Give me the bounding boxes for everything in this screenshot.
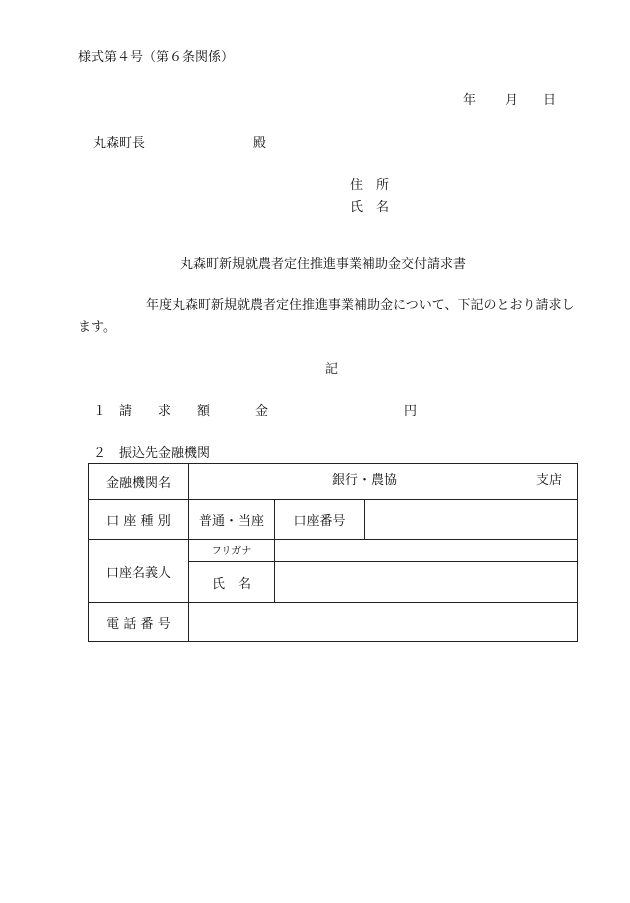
furigana-label: フリガナ — [211, 546, 252, 557]
account-number-value-cell — [365, 500, 578, 540]
item1-number: １ — [93, 404, 107, 419]
bank-table — [88, 463, 578, 642]
furigana-label-cell — [189, 540, 275, 562]
account-number-label-cell — [275, 500, 365, 540]
phone-label: 電 話 番 号 — [106, 616, 171, 632]
addressee-honorific: 殿 — [253, 136, 267, 151]
applicant-name-label: 氏 名 — [350, 200, 390, 215]
furigana-value-cell — [275, 540, 578, 562]
item1-yen: 円 — [404, 404, 418, 419]
institution-label-cell — [89, 464, 189, 500]
document-title: 丸森町新規就農者定住推進事業補助金交付請求書 — [180, 257, 467, 272]
holder-label: 口座名義人 — [105, 565, 171, 581]
row-account-type — [89, 500, 578, 540]
date-month: 月 — [505, 93, 519, 108]
item1-label: 請 求 額 — [119, 404, 211, 419]
bank-text: 銀行・農協 — [332, 473, 398, 488]
account-type-value-cell — [189, 500, 275, 540]
phone-value-cell — [189, 603, 578, 642]
body-line-1: 年度丸森町新規就農者定住推進事業補助金について、下記のとおり請求し — [146, 298, 575, 313]
account-type-label: 口 座 種 別 — [106, 514, 171, 529]
holder-name-label-cell — [189, 562, 275, 603]
item1-kin: 金 — [255, 404, 269, 419]
ki-heading: 記 — [325, 362, 339, 377]
holder-name-label: 氏 名 — [211, 576, 251, 592]
date-day: 日 — [543, 93, 557, 108]
holder-label-cell — [89, 540, 189, 603]
row-institution — [89, 464, 578, 500]
item2-label: 振込先金融機関 — [119, 446, 211, 461]
row-furigana — [89, 540, 578, 562]
addressee-name: 丸森町長 — [93, 136, 146, 151]
date-year: 年 — [463, 93, 477, 108]
institution-label: 金融機関名 — [105, 476, 171, 491]
holder-name-value-cell — [275, 562, 578, 603]
applicant-address-label: 住 所 — [350, 178, 390, 193]
item2-number: ２ — [93, 446, 107, 461]
branch-text: 支店 — [536, 473, 563, 488]
institution-value-cell — [189, 464, 578, 500]
account-number-label: 口座番号 — [293, 514, 346, 529]
row-phone — [89, 603, 578, 642]
phone-label-cell — [89, 603, 189, 642]
body-line-2: ます。 — [78, 320, 116, 335]
form-number: 様式第４号（第６条関係） — [78, 50, 235, 65]
account-type-label-cell — [89, 500, 189, 540]
account-type-value: 普通・当座 — [198, 514, 264, 529]
